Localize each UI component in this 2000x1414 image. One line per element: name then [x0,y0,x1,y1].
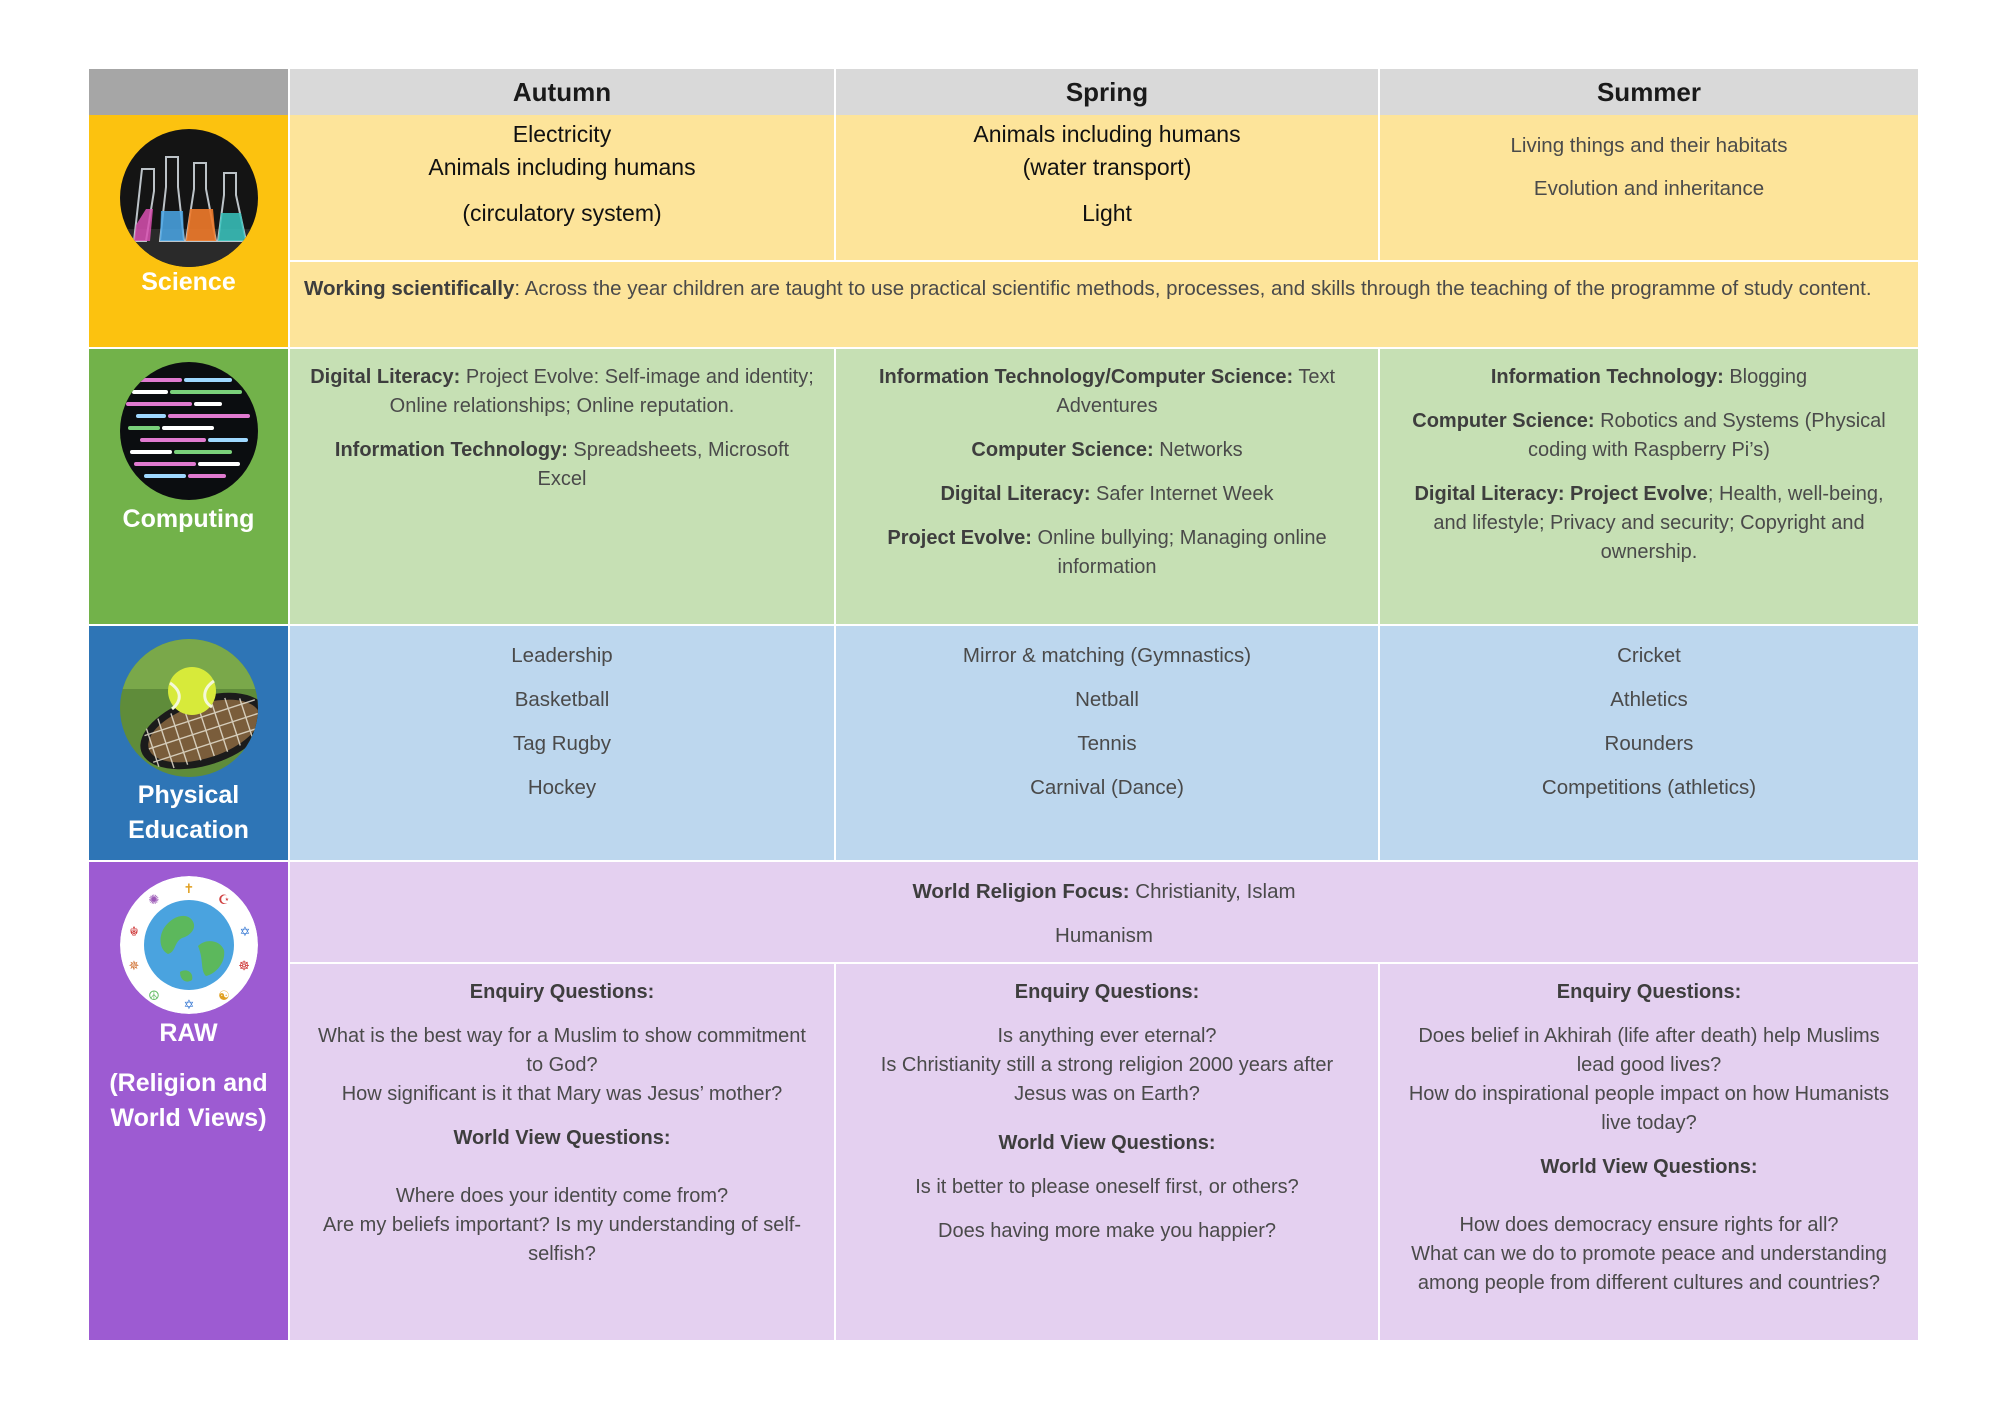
pe-autumn-item: Leadership [511,644,613,667]
working-scientifically [288,260,1918,347]
header-autumn: Autumn [288,69,834,115]
pe-label-line1: Physical [137,781,240,809]
computing-summer-p2-bold: Computer Science: [1412,410,1595,432]
computing-summer-p1-bold: Information Technology: [1490,366,1724,388]
raw-spring-wv1: Is it better to please oneself first, or others? [915,1176,1299,1198]
raw-label-line1: RAW [159,1019,218,1047]
world-religion-focus-bold: World Religion Focus: [912,880,1130,903]
computing-spring-p2-text: Networks [1153,439,1243,461]
pe-summer [1378,624,1918,860]
svg-text:✡: ✡ [239,925,251,940]
computing-code-icon [120,362,258,500]
pe-spring-item: Carnival (Dance) [1030,776,1184,799]
computing-summer-p2-text: Robotics and Systems (Physical coding with Raspberry Pi’s) [1528,410,1886,461]
science-spring-line1: Animals including humans [973,121,1241,147]
world-religion-focus-text: Christianity, Islam [1129,880,1296,903]
pe-spring-item: Netball [1075,688,1139,711]
science-label: Science [141,268,236,296]
raw-autumn-wv2: Are my beliefs important? Is my understanding of self-selfish? [323,1214,801,1265]
science-autumn-line3: (circulatory system) [462,200,662,226]
computing-autumn-p2-text: Spreadsheets, Microsoft Excel [537,439,790,490]
svg-text:☪: ☪ [218,893,230,908]
curriculum-table [89,69,1918,1340]
computing-spring-p4-bold: Project Evolve: [887,527,1032,549]
science-summer-line2: Evolution and inheritance [1533,177,1765,200]
world-religion-focus-line2: Humanism [1055,924,1153,947]
corner-cell [89,69,288,115]
computing-spring-p2-bold: Computer Science: [971,439,1154,461]
raw-label-line2: (Religion and [109,1069,268,1097]
computing-spring-p1-bold: Information Technology/Computer Science: [879,366,1294,388]
tennis-ball-icon [120,639,258,777]
raw-summer-eq1: Does belief in Akhirah (life after death) help Muslims lead good lives? [1418,1025,1880,1076]
pe-label-cell [89,624,288,860]
computing-spring-p1-text: Text Adventures [1056,366,1335,417]
svg-text:☸: ☸ [238,959,250,974]
raw-autumn [288,962,834,1340]
computing-spring-p3-text: Safer Internet Week [1090,483,1274,505]
computing-summer-p3-bold: Digital Literacy: Project Evolve [1414,483,1708,505]
raw-spring [834,962,1378,1340]
pe-autumn-item: Hockey [527,776,597,799]
raw-summer-wv2: What can we do to promote peace and understanding among people from different cultures and countries? [1411,1243,1887,1294]
raw-label-line3: World Views) [110,1104,267,1132]
world-religion-focus [288,860,1918,962]
computing-autumn [288,347,834,624]
pe-summer-item: Rounders [1604,732,1694,755]
enquiry-heading: Enquiry Questions: [469,981,655,1003]
computing-autumn-p2-bold: Information Technology: [334,439,568,461]
pe-spring-item: Mirror & matching (Gymnastics) [962,644,1252,667]
raw-spring-wv2: Does having more make you happier? [938,1220,1276,1242]
svg-text:☯: ☯ [218,989,230,1004]
science-summer [1378,115,1918,260]
worldview-heading: World View Questions: [998,1132,1216,1154]
pe-spring [834,624,1378,860]
world-religions-globe-icon [120,876,258,1014]
svg-text:✝: ✝ [183,882,195,897]
computing-label-cell [89,347,288,624]
pe-summer-item: Athletics [1610,688,1688,711]
science-spring [834,115,1378,260]
raw-autumn-wv1: Where does your identity come from? [395,1185,729,1207]
computing-spring [834,347,1378,624]
science-spring-line2: (water transport) [1022,154,1192,180]
pe-label-line2: Education [128,816,249,844]
computing-label: Computing [122,505,255,533]
science-autumn-line2: Animals including humans [428,154,696,180]
raw-summer-wv1: How does democracy ensure rights for all? [1459,1214,1839,1236]
computing-spring-p4-text: Online bullying; Managing online information [1031,527,1327,578]
header-spring: Spring [834,69,1378,115]
worldview-heading: World View Questions: [453,1127,671,1149]
enquiry-heading: Enquiry Questions: [1014,981,1200,1003]
svg-text:✺: ✺ [148,893,160,908]
pe-autumn-item: Basketball [514,688,610,711]
computing-autumn-p1-text: Project Evolve: Self-image and identity; Online relationships; Online reputation. [389,366,814,417]
svg-text:✡: ✡ [183,998,195,1013]
svg-text:✵: ✵ [128,959,140,974]
header-summer: Summer [1378,69,1918,115]
raw-label-cell [89,860,288,1340]
enquiry-heading: Enquiry Questions: [1556,981,1742,1003]
computing-summer-p1-text: Blogging [1723,366,1808,388]
pe-spring-item: Tennis [1077,732,1137,755]
svg-text:☮: ☮ [148,989,160,1004]
computing-spring-p3-bold: Digital Literacy: [940,483,1091,505]
raw-summer [1378,962,1918,1340]
science-summer-line1: Living things and their habitats [1510,134,1788,157]
svg-text:☬: ☬ [129,925,139,940]
working-scientifically-text: : Across the year children are taught to use practical scientific methods, processes, and skills through the teaching of the programme of study content. [514,277,1872,300]
raw-spring-eq2: Is Christianity still a strong religion 2000 years after Jesus was on Earth? [880,1054,1334,1105]
raw-summer-eq2: How do inspirational people impact on how Humanists live today? [1408,1083,1890,1134]
pe-summer-item: Competitions (athletics) [1541,776,1757,799]
worldview-heading: World View Questions: [1540,1156,1758,1178]
science-flasks-icon [120,129,258,267]
raw-autumn-eq1: What is the best way for a Muslim to show commitment to God? [318,1025,806,1076]
science-autumn [288,115,834,260]
computing-summer-p3-text: ; Health, well-being, and lifestyle; Privacy and security; Copyright and ownership. [1433,483,1884,563]
pe-autumn [288,624,834,860]
raw-spring-eq1: Is anything ever eternal? [997,1025,1217,1047]
pe-autumn-item: Tag Rugby [512,732,611,755]
computing-summer [1378,347,1918,624]
science-label-cell [89,115,288,347]
science-autumn-line1: Electricity [512,121,612,147]
working-scientifically-title: Working scientifically [304,277,515,300]
computing-autumn-p1-bold: Digital Literacy: [310,366,461,388]
science-spring-line3: Light [1082,200,1132,226]
pe-summer-item: Cricket [1617,644,1681,667]
raw-autumn-eq2: How significant is it that Mary was Jesus’ mother? [341,1083,783,1105]
